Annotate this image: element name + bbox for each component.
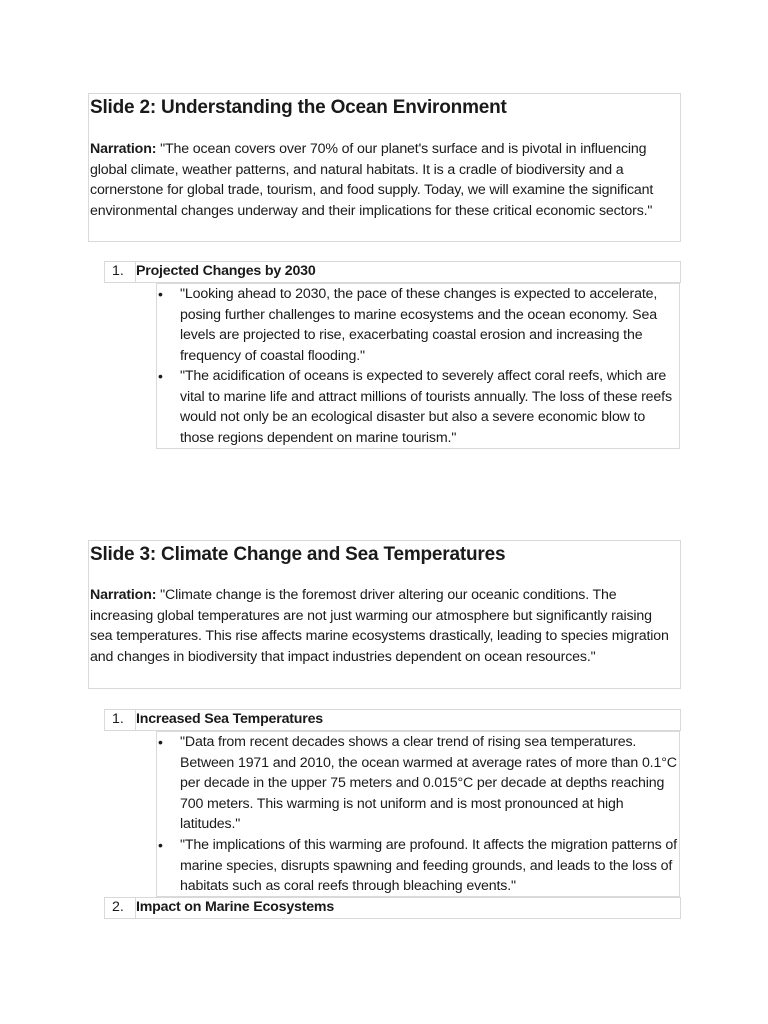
slide3-bullet2: "The implications of this warming are profound. It affects the migration patterns of marine species, disrupts spawning and feeding grounds, and leads to the loss of habitats such as coral reefs through bleaching events." (180, 837, 677, 895)
slide2-title: Slide 2: Understanding the Ocean Environment (90, 97, 507, 118)
slide3-item2-number: 2. (112, 899, 124, 915)
slide3-narration-label: Narration: (90, 587, 157, 603)
slide2-item1-number: 1. (112, 263, 124, 279)
slide2-narration (90, 139, 678, 221)
slide2-bullet1: "Looking ahead to 2030, the pace of these changes is expected to accelerate, posing further challenges to marine ecosystems and the ocean economy. Sea levels are projected to rise, exacerbating coastal erosion and increasing the frequency of coastal flooding." (180, 286, 658, 364)
slide2-narration-text: "The ocean covers over 70% of our planet's surface and is pivotal in influencing global climate, weather patterns, and natural habitats. It is a cradle of biodiversity and a cornerstone for global trade, tourism, and food supply. Today, we will examine the significant environmental changes underway and their implications for these critical economic sectors." (90, 141, 654, 219)
slide2-bullet1-dot: • (158, 286, 163, 302)
slide3-title: Slide 3: Climate Change and Sea Temperatures (90, 544, 506, 565)
slide2-bullet2: "The acidification of oceans is expected to severely affect coral reefs, which are vital to marine life and attract millions of tourists annually. The loss of these reefs would not only be an ecological disaster but also a severe economic blow to those regions dependent on marine tourism." (180, 368, 672, 446)
slide2-narration-label: Narration: (90, 141, 157, 157)
slide3-bullet2-dot: • (158, 837, 163, 853)
slide3-bullet1: "Data from recent decades shows a clear trend of rising sea temperatures. Between 1971 and 2010, the ocean warmed at average rates of more than 0.1°C per decade in the upper 75 meters and 0.015°C per decade at depths reaching 700 meters. This warming is not uniform and is most pronounced at high latitudes." (180, 734, 677, 833)
slide3-bullet1-dot: • (158, 734, 163, 750)
slide3-narration (90, 585, 678, 667)
slide3-item1-number: 1. (112, 711, 124, 727)
slide3-item2-heading: Impact on Marine Ecosystems (136, 899, 335, 915)
slide2-item1-heading: Projected Changes by 2030 (136, 263, 316, 279)
slide2-bullet2-dot: • (158, 368, 163, 384)
slide3-item1-heading: Increased Sea Temperatures (136, 711, 323, 727)
slide3-narration-text: "Climate change is the foremost driver altering our oceanic conditions. The increasing global temperatures are not just warming our atmosphere but significantly raising sea temperatures. This rise affects marine ecosystems drastically, leading to species migration and changes in biodiversity that impact industries dependent on ocean resources." (90, 587, 669, 665)
